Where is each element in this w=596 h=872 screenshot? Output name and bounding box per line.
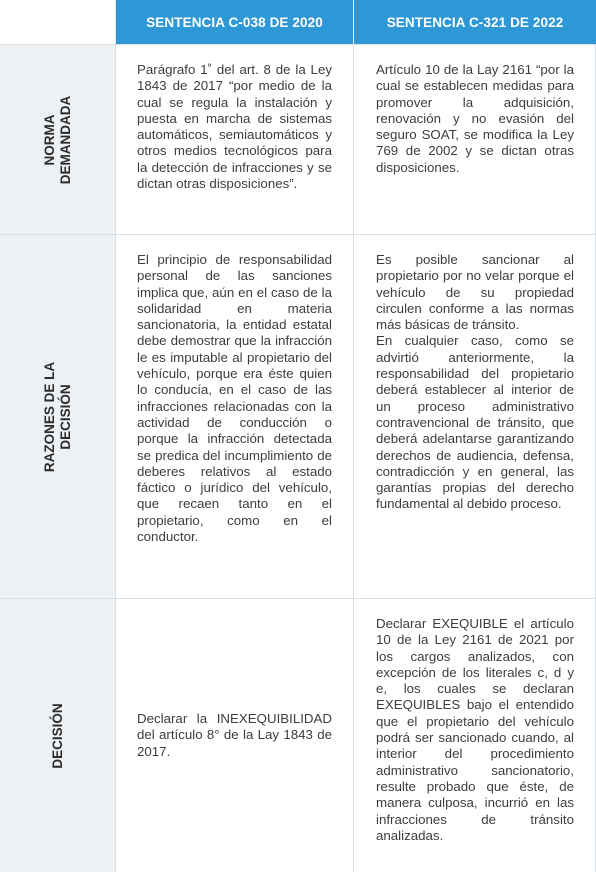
header-sentencia-2022: SENTENCIA C-321 DE 2022 <box>354 0 596 44</box>
row-label-decision <box>0 598 116 872</box>
cell-decision-2022 <box>354 598 596 872</box>
cell-decision-2020 <box>116 598 354 872</box>
cell-text: Declarar la INEXEQUIBILIDAD del artículo 8° de la Lay 1843 de 2017. <box>137 711 332 759</box>
cell-razones-2022 <box>354 234 596 598</box>
cell-paragraph-1: Es posible sancionar al propietario por no velar porque el vehículo de su propiedad circulen conforme a las normas más básicas de tránsito. <box>376 252 574 333</box>
cell-text: El principio de responsabilidad personal de las sanciones implica que, aún en el caso de la solidaridad en materia sancionatoria, la entidad estatal debe demostrar que la infracción le es imputable al propietario del vehículo, porque era éste quien lo conducía, en el caso de las infracciones relacionadas con la actividad de conducción o porque la infracción detectada se predica del incumplimiento de deberes relativos al estado fáctico o jurídico del vehículo, que recaen tanto en el propietario, como en el conductor. <box>137 252 332 545</box>
row-label-text <box>42 361 74 471</box>
cell-text: Artículo 10 de la Lay 2161 “por la cual se establecen medidas para promover la adquisición, renovación y no evasión del seguro SOAT, se modifica la Ley 769 de 2002 y se dictan otras disposiciones. <box>376 62 574 175</box>
cell-norma-2022 <box>354 44 596 234</box>
cell-razones-2020 <box>116 234 354 598</box>
cell-paragraph-2: En cualquier caso, como se advirtió anteriormente, la responsabilidad del propietario deberá establecer al interior de un proceso administrativo contravencional de tránsito, que deberá adelantarse garantizando derechos de audiencia, defensa, contradicción y en general, las garantías propias del derecho fundamental al debido proceso. <box>376 333 574 512</box>
row-label-line: DECISIÓN <box>57 383 73 450</box>
row-label-text <box>50 703 66 768</box>
cell-norma-2020 <box>116 44 354 234</box>
row-label-norma-demandada <box>0 44 116 234</box>
row-label-line: RAZONES DE LA <box>41 361 57 472</box>
cell-text: Declarar EXEQUIBLE el artículo 10 de la Ley 2161 de 2021 por los cargos analizados, con excepción de los literales c, d y e, los cuales se declaran EXEQUIBLES bajo el entendido que el propietario del vehículo podrá ser sancionado cuando, al interior del procedimiento administrativo sancionatorio, resulte probado que éste, de manera culposa, incurrió en las infracciones de tránsito analizadas. <box>376 616 574 843</box>
row-label-line: NORMA <box>41 114 57 165</box>
cell-text: Parágrafo 1˚ del art. 8 de la Ley 1843 de 2017 “por medio de la cual se regula la instalación y puesta en marcha de sistemas automáticos, semiautomáticos y otros medios tecnológicos para la detección de infracciones y se dictan otras disposiciones”. <box>137 62 332 192</box>
table-corner <box>0 0 116 44</box>
header-sentencia-2020: SENTENCIA C-038 DE 2020 <box>116 0 354 44</box>
row-label-line: DECISIÓN <box>49 702 65 769</box>
row-label-text <box>42 95 74 184</box>
row-label-line: DEMANDADA <box>57 95 73 184</box>
row-label-razones <box>0 234 116 598</box>
